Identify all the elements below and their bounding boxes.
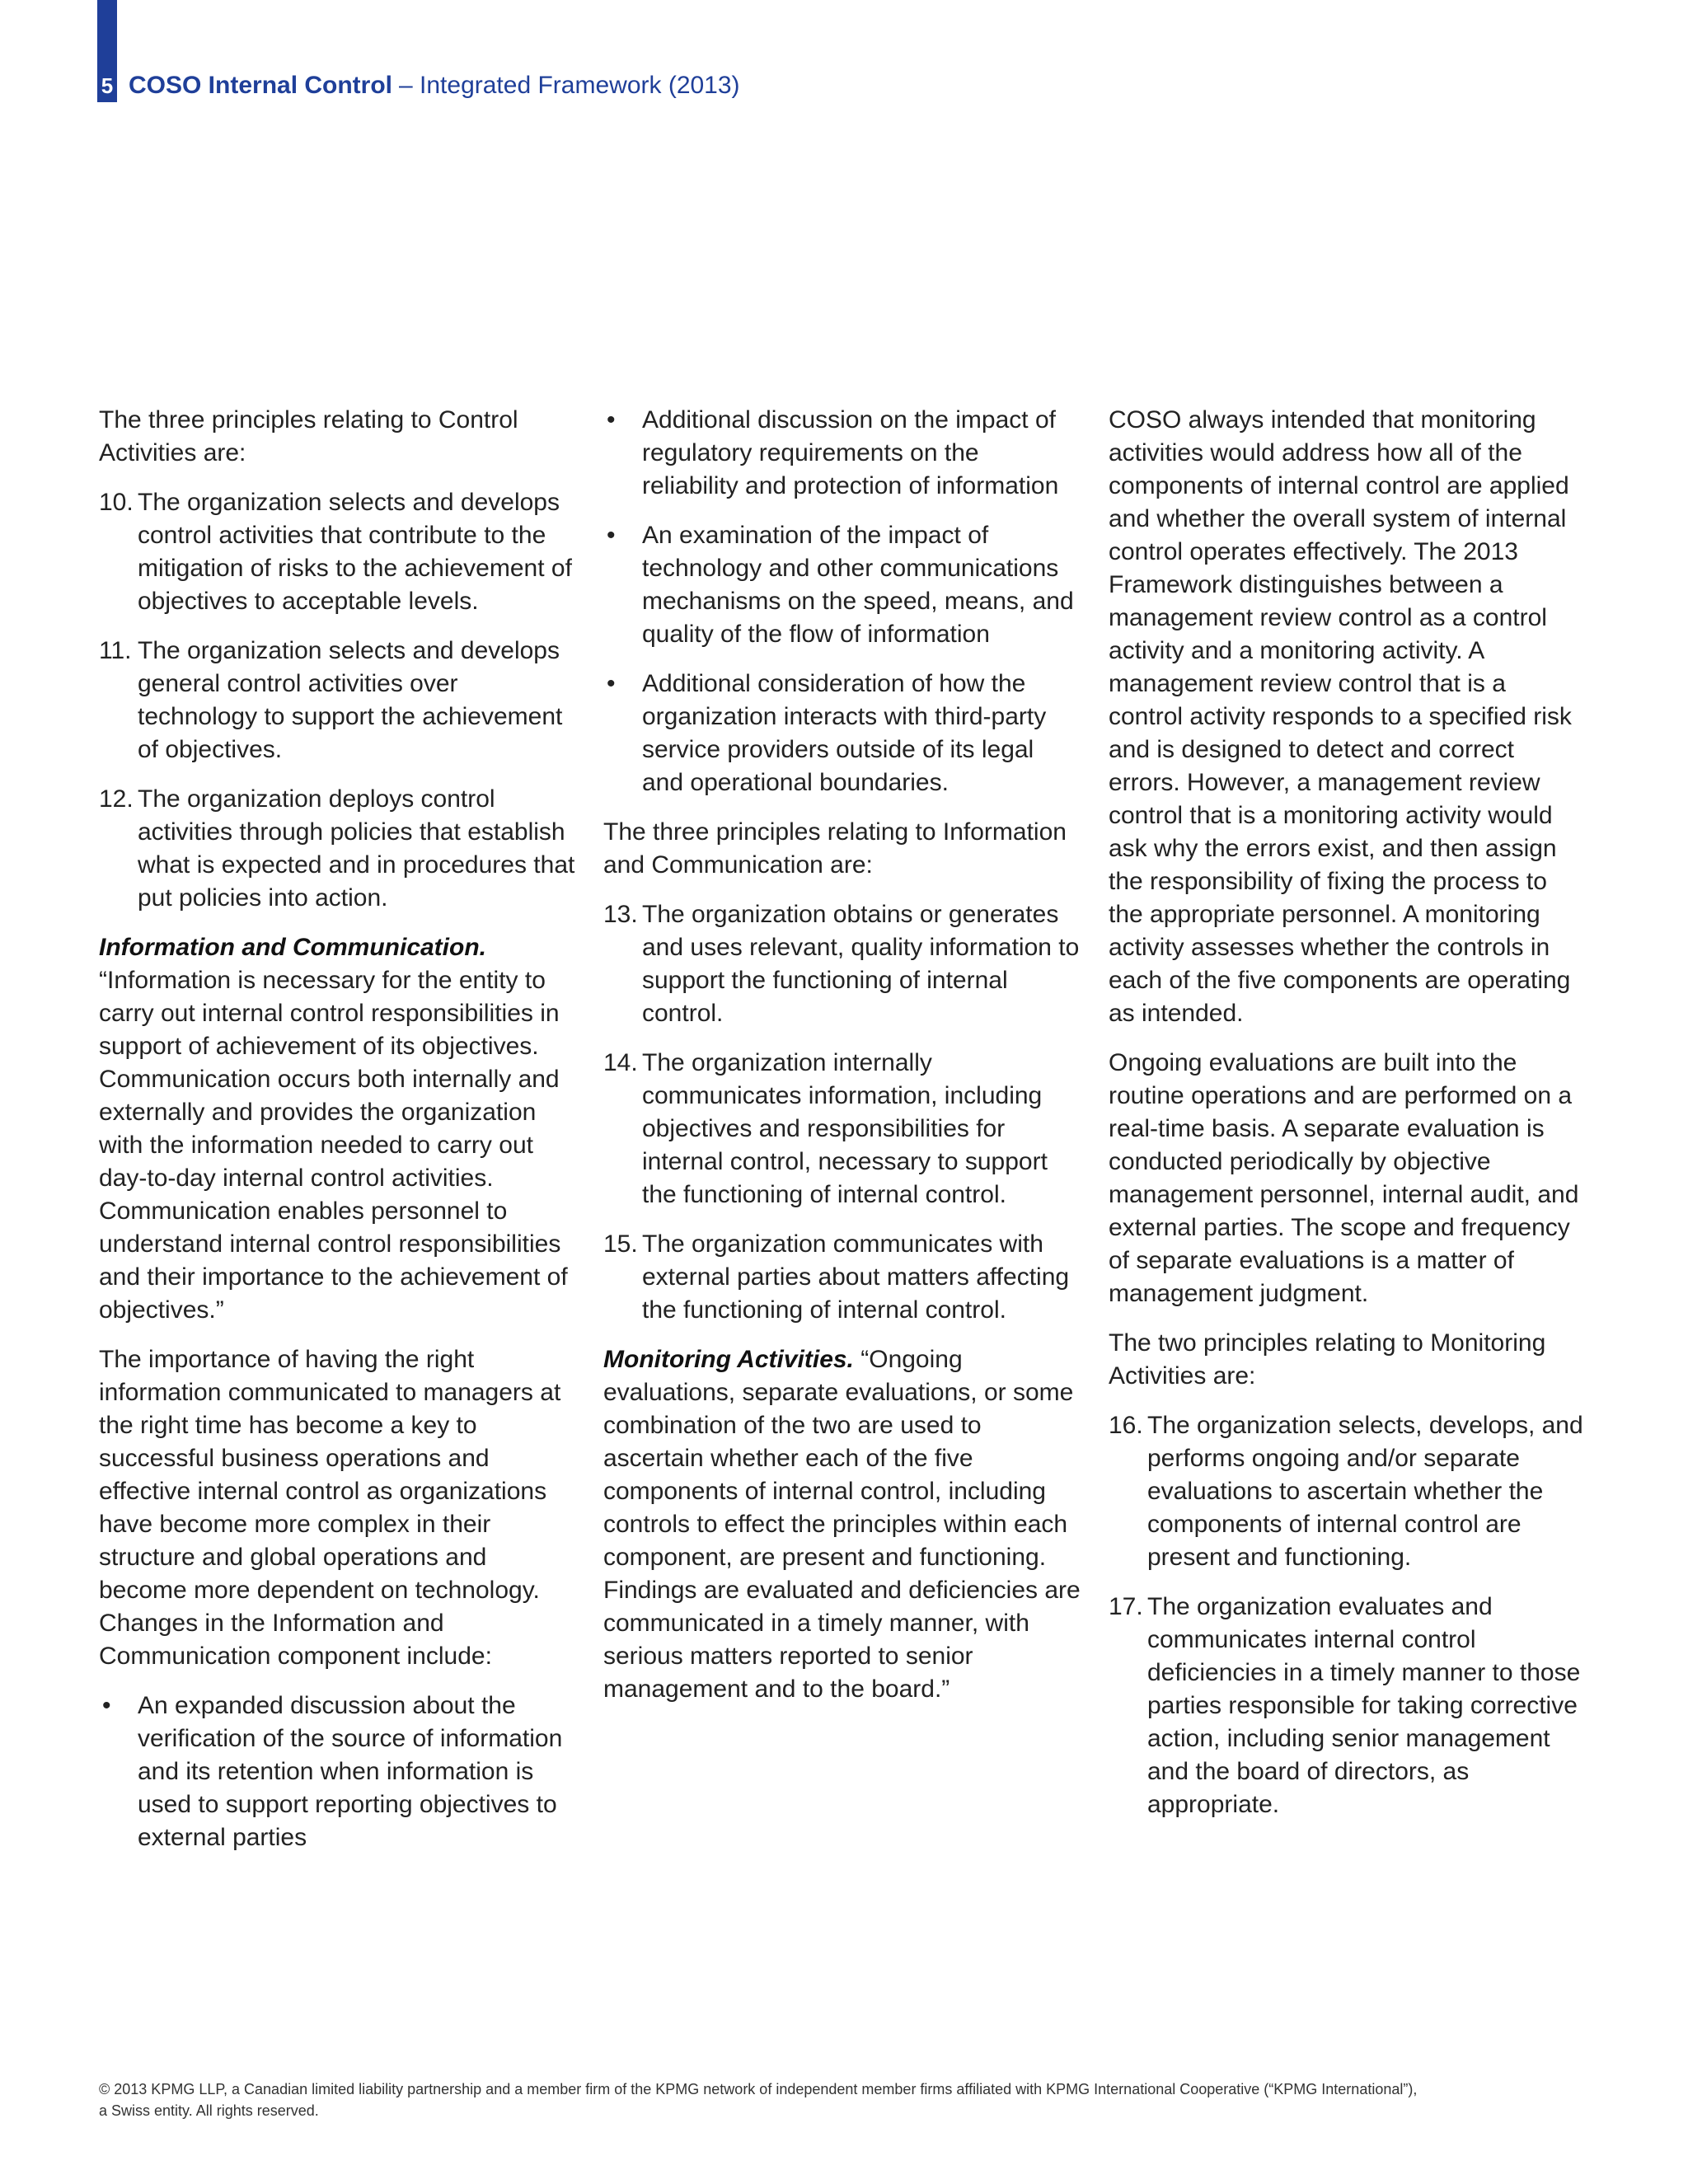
- page-number: 5: [97, 69, 117, 102]
- principle-text: The organization selects and develops control activities that contribute to the mitigation of risks to the achievement of objectives to acceptable levels.: [138, 489, 572, 615]
- principle-item: [603, 898, 1081, 1030]
- monitoring-activities-paragraph: [603, 1343, 1081, 1706]
- bullet-icon: •: [607, 670, 616, 697]
- bullet-item: [603, 668, 1081, 799]
- document-title: COSO Internal Control: [129, 72, 393, 99]
- principle-number: 12.: [99, 785, 134, 813]
- ongoing-evaluations-paragraph: Ongoing evaluations are built into the routine operations and are performed on a real-time basis. A separate evaluation is conducted periodically by objective management personnel, internal audit, and external parties. The scope and frequency of separate evaluations is a matter of management judgment.: [1109, 1049, 1579, 1307]
- section-heading: Information and Communication.: [99, 934, 486, 961]
- bullet-item: [99, 1690, 577, 1854]
- principle-item: [603, 1228, 1081, 1327]
- bullet-icon: •: [102, 1692, 111, 1719]
- column-3: [1109, 404, 1587, 1838]
- importance-paragraph: The importance of having the right information communicated to managers at the right time has become a key to successful business operations and effective internal control as organizations have become more complex in their structure and global operations and become more dependent on technology. Changes in the Information and Communication component include:: [99, 1346, 561, 1670]
- monitoring-intent-paragraph: COSO always intended that monitoring activities would address how all of the components of internal control are applied and whether the overall system of internal control operates effectively. The 2013 Framework distinguishes between a management review control as a control activity and a monitoring activity. A management review control that is a control activity responds to a specified risk and is designed to detect and correct errors. However, a management review control that is a monitoring activity would ask why the errors exist, and then assign the responsibility of fixing the process to the appropriate personnel. A monitoring activity assesses whether the controls in each of the five components are operating as intended.: [1109, 406, 1572, 1027]
- principle-text: The organization selects and develops general control activities over technology to support the achievement of objectives.: [138, 637, 563, 763]
- information-communication-principles: [603, 898, 1081, 1327]
- principle-number: 11.: [99, 637, 132, 664]
- control-activities-principles: [99, 486, 577, 915]
- bullet-text: An expanded discussion about the verification of the source of information and its retention when information is used to support reporting objectives to external parties: [138, 1692, 563, 1851]
- bullet-item: [603, 519, 1081, 651]
- column-1: [99, 404, 577, 1871]
- principle-item: [99, 635, 577, 766]
- monitoring-activities-principles: [1109, 1409, 1587, 1821]
- bullet-text: Additional consideration of how the organization interacts with third-party service providers outside of its legal and operational boundaries.: [642, 670, 1047, 796]
- copyright-footer: © 2013 KPMG LLP, a Canadian limited liability partnership and a member firm of the KPMG network of independent member firms affiliated with KPMG International Cooperative (“KPMG International”), a Swiss entity. All rights reserved.: [99, 2081, 1418, 2119]
- bullet-icon: •: [607, 522, 616, 549]
- principle-number: 14.: [603, 1049, 638, 1076]
- principle-item: [1109, 1409, 1587, 1574]
- changes-list-continued: [603, 404, 1081, 799]
- control-activities-intro: The three principles relating to Control Activities are:: [99, 406, 518, 466]
- information-communication-intro: The three principles relating to Information and Communication are:: [603, 818, 1067, 879]
- principle-item: [99, 486, 577, 618]
- principle-number: 10.: [99, 489, 134, 516]
- bullet-item: [603, 404, 1081, 503]
- bullet-text: Additional discussion on the impact of regulatory requirements on the reliability and protection of information: [642, 406, 1059, 499]
- information-communication-paragraph: [99, 931, 577, 1327]
- principle-text: The organization selects, develops, and performs ongoing and/or separate evaluations to ascertain whether the components of internal control are present and functioning.: [1147, 1412, 1583, 1571]
- page-header: [97, 69, 740, 102]
- principle-number: 15.: [603, 1230, 638, 1258]
- principle-text: The organization obtains or generates and uses relevant, quality information to support the functioning of internal control.: [642, 901, 1080, 1027]
- section-heading: Monitoring Activities.: [603, 1346, 854, 1373]
- principle-item: [99, 783, 577, 915]
- column-2: [603, 404, 1081, 1722]
- bullet-text: An examination of the impact of technology and other communications mechanisms on the speed, means, and quality of the flow of information: [642, 522, 1074, 648]
- principle-number: 17.: [1109, 1593, 1143, 1620]
- document-subtitle: – Integrated Framework (2013): [399, 72, 740, 99]
- section-quote: “Information is necessary for the entity to carry out internal control responsibilities in support of achievement of its objectives. Communication occurs both internally and externally and provides the organization with the information needed to carry out day-to-day internal control activities. Communication enables personnel to understand internal control responsibilities and their importance to the achievement of objectives.”: [99, 967, 568, 1324]
- principle-text: The organization evaluates and communicates internal control deficiencies in a timely manner to those parties responsible for taking corrective action, including senior management and the board of directors, as appropriate.: [1147, 1593, 1581, 1818]
- bullet-icon: •: [607, 406, 616, 434]
- principle-text: The organization deploys control activities through policies that establish what is expected and in procedures that put policies into action.: [138, 785, 575, 912]
- principle-item: [603, 1047, 1081, 1212]
- monitoring-activities-intro: The two principles relating to Monitoring Activities are:: [1109, 1329, 1546, 1390]
- principle-number: 16.: [1109, 1412, 1143, 1439]
- principle-number: 13.: [603, 901, 638, 928]
- principle-text: The organization communicates with external parties about matters affecting the functioning of internal control.: [642, 1230, 1070, 1324]
- principle-item: [1109, 1591, 1587, 1821]
- principle-text: The organization internally communicates information, including objectives and responsibilities for internal control, necessary to support the functioning of internal control.: [642, 1049, 1048, 1208]
- section-quote: “Ongoing evaluations, separate evaluations, or some combination of the two are used to ascertain whether each of the five components of internal control, including controls to effect the principles within each component, are present and functioning. Findings are evaluated and deficiencies are communicated in a timely manner, with serious matters reported to senior management and to the board.”: [603, 1346, 1081, 1703]
- changes-list: [99, 1690, 577, 1854]
